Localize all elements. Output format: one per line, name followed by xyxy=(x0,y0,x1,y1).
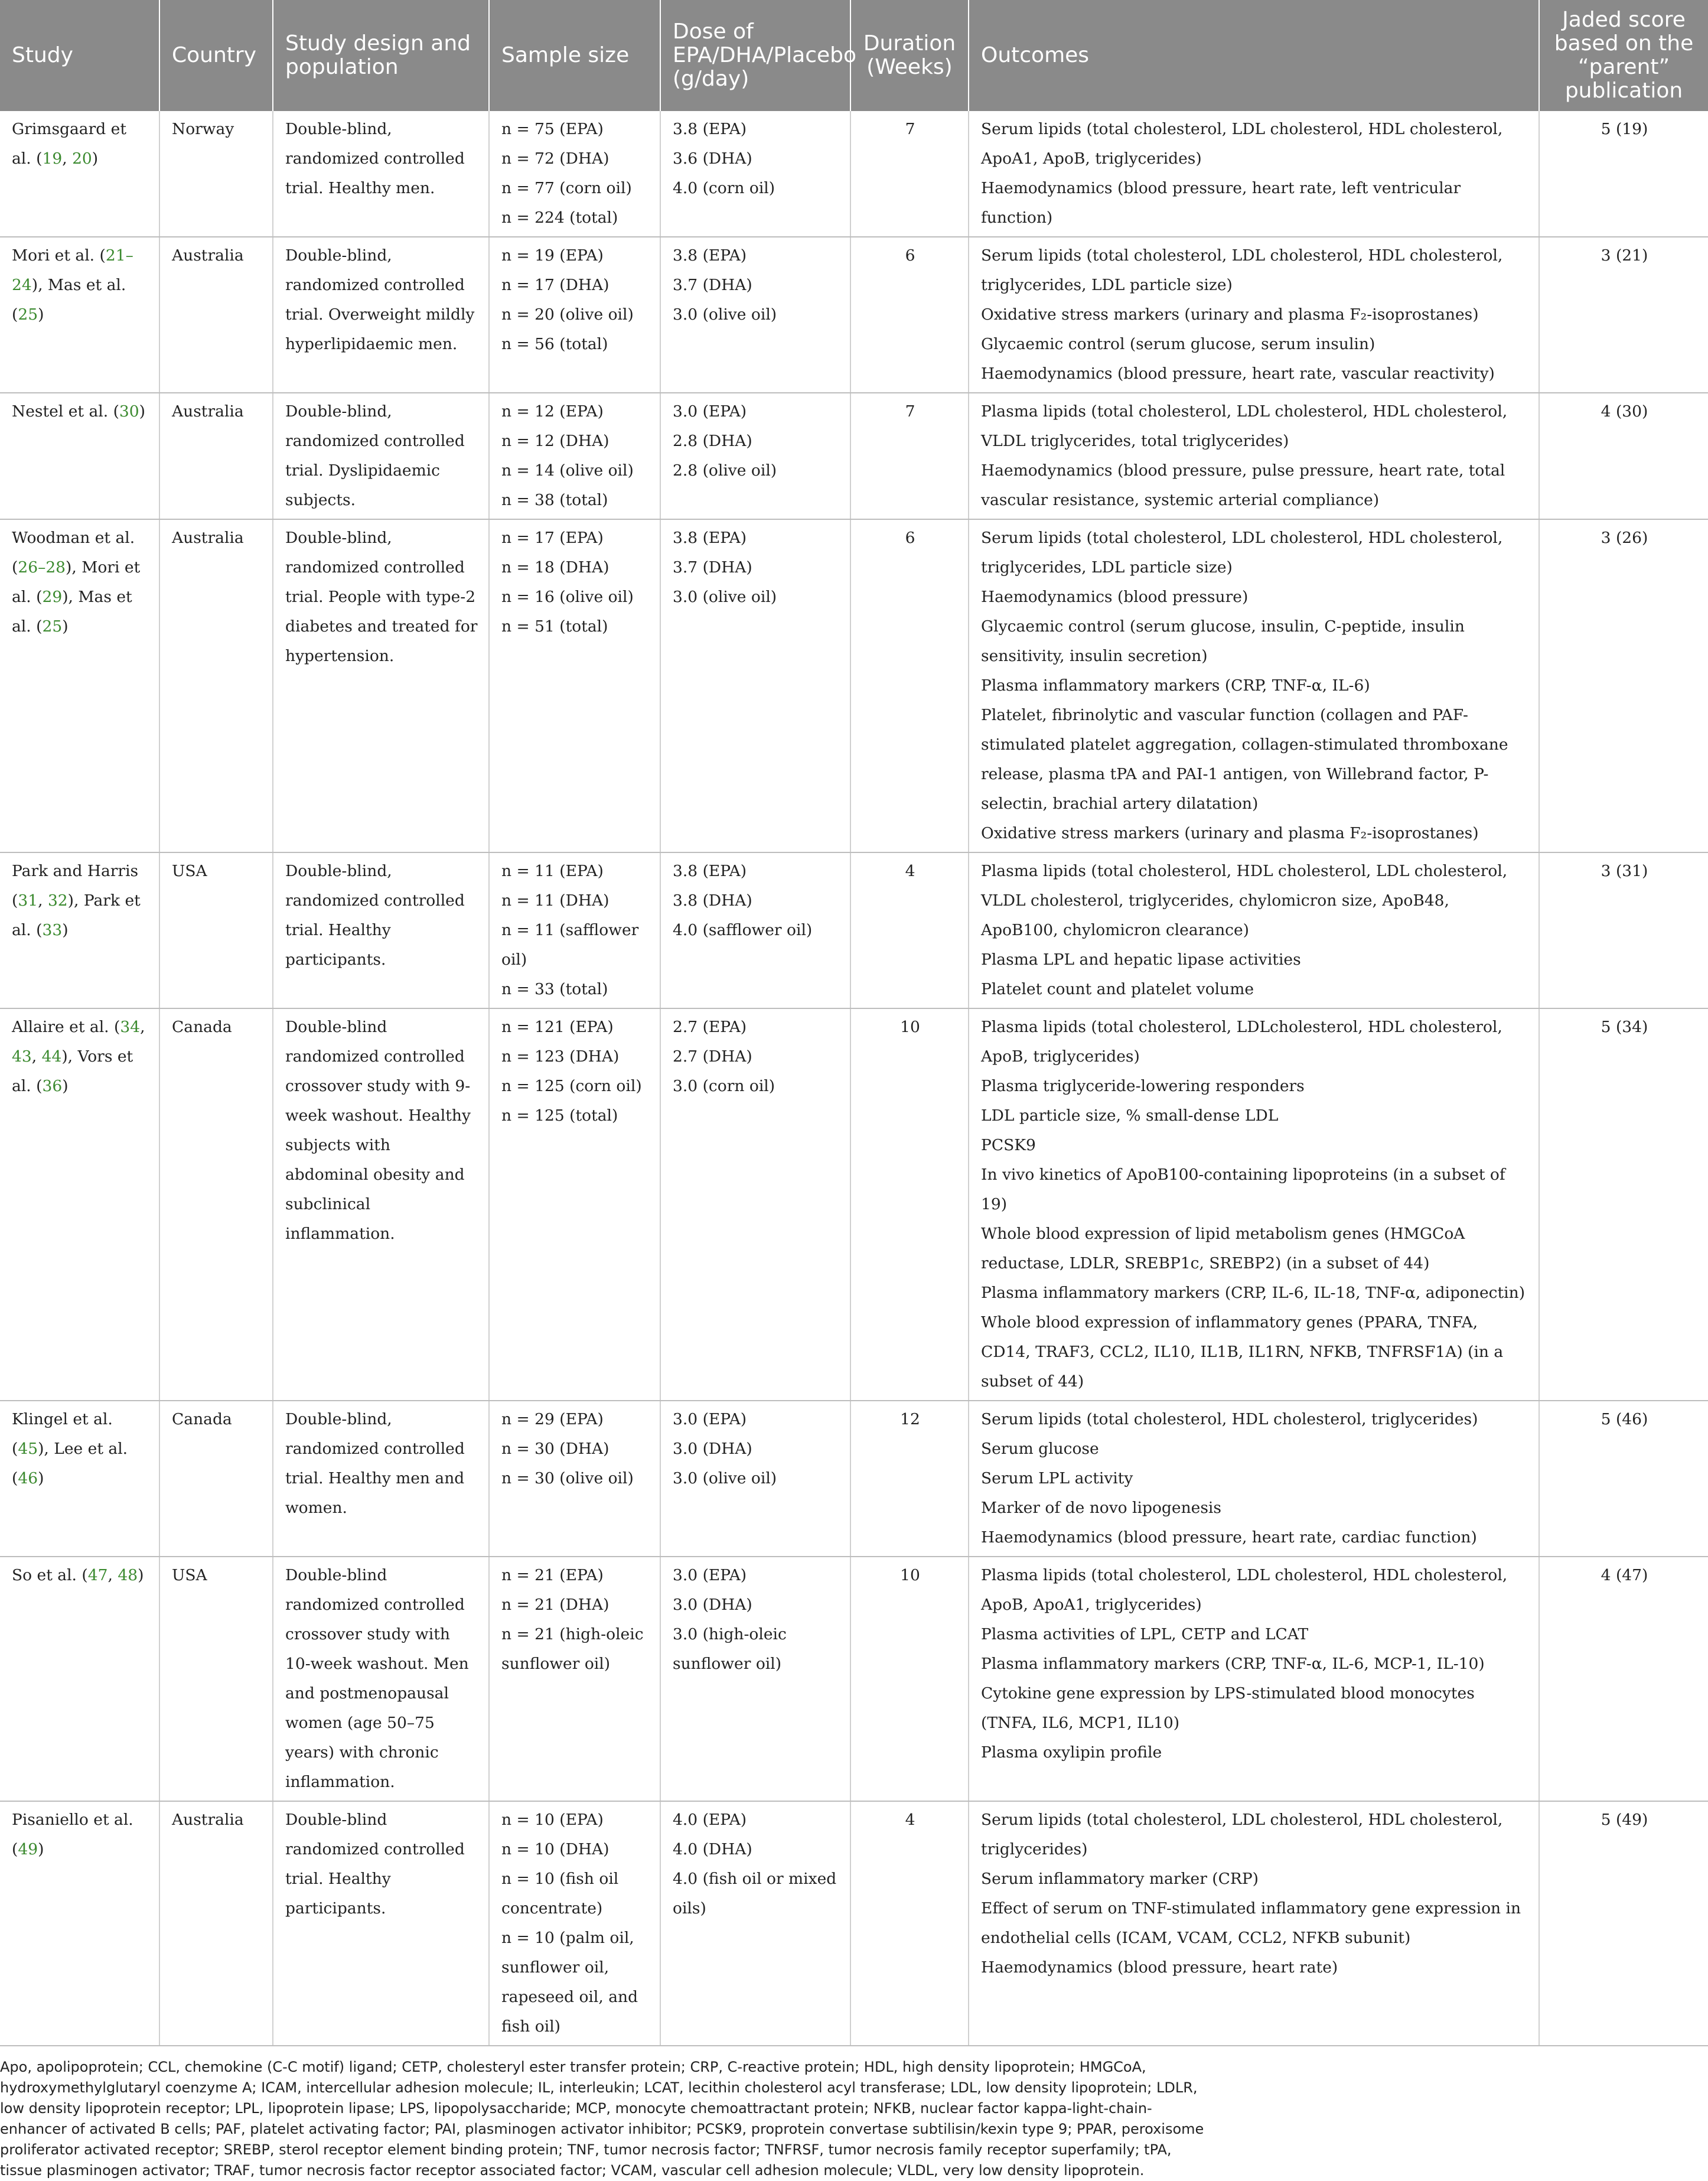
cell-sample-size xyxy=(489,111,660,237)
table-row xyxy=(0,519,1708,852)
outcome-line: Serum lipids (total cholesterol, LDL cholesterol, HDL cholesterol, triglycerides, LDL particle size) xyxy=(981,529,1503,577)
outcome-line: Plasma inflammatory markers (CRP, IL-6, IL-18, TNF-α, adiponectin) xyxy=(981,1284,1526,1302)
outcome-line: Plasma inflammatory markers (CRP, TNF-α, IL-6, MCP-1, IL-10) xyxy=(981,1655,1485,1673)
sample-size-line: n = 21 (high-oleic sunflower oil) xyxy=(501,1625,644,1673)
outcome-line: Plasma activities of LPL, CETP and LCAT xyxy=(981,1625,1309,1643)
reference-link[interactable]: 48 xyxy=(118,1566,138,1584)
study-text: ), Lee et al. ( xyxy=(12,1440,128,1487)
cell-jaded-score: 5 (34) xyxy=(1539,1008,1708,1401)
outcome-line: Haemodynamics (blood pressure, heart rate, left ventricular function) xyxy=(981,179,1461,227)
header-design: Study design and population xyxy=(273,0,489,111)
outcome-line: Serum lipids (total cholesterol, LDL cholesterol, HDL cholesterol, triglycerides) xyxy=(981,1811,1503,1858)
study-text: ), Mas et al. ( xyxy=(12,588,132,636)
outcome-line: Effect of serum on TNF-stimulated inflammatory gene expression in endothelial cells (ICAM, VCAM, CCL2, NFKB subunit) xyxy=(981,1899,1521,1947)
cell-sample-size xyxy=(489,393,660,519)
outcome-line: PCSK9 xyxy=(981,1136,1036,1154)
study-text: ) xyxy=(138,1566,144,1584)
dose-line: 3.8 (EPA) xyxy=(673,246,747,265)
cell-jaded-score: 5 (46) xyxy=(1539,1401,1708,1557)
table-body xyxy=(0,111,1708,2046)
reference-link[interactable]: 33 xyxy=(42,921,63,939)
cell-outcomes xyxy=(969,1557,1539,1801)
cell-sample-size xyxy=(489,852,660,1008)
cell-design: Double-blind randomized controlled trial. Healthy participants. xyxy=(273,1801,489,2046)
study-text: ), Park et al. ( xyxy=(12,891,141,939)
outcome-line: Haemodynamics (blood pressure, heart rate, vascular reactivity) xyxy=(981,364,1495,383)
study-text: ), Mas et al. ( xyxy=(12,276,126,324)
dose-line: 4.0 (fish oil or mixed oils) xyxy=(673,1870,837,1918)
outcome-line: Serum LPL activity xyxy=(981,1469,1133,1487)
table-footnote: Apo, apolipoprotein; CCL, chemokine (C-C motif) ligand; CETP, cholesteryl ester transfer protein; CRP, C-reactive protein; HDL, high density lipoprotein; HMGCoA, hydroxymethylglutaryl coenzyme A; ICAM, intercellular adhesion molecule; IL, interleukin; LCAT, lecithin cholesterol acyl transferase; LDL, low density lipoprotein; LDLR, low density lipoprotein receptor; LPL, lipoprotein lipase; LPS, lipopolysaccharide; MCP, monocyte chemoattractant protein; NFKB, nuclear factor kappa-light-chain-enhancer of activated B cells; PAF, platelet activating factor; PAI, plasminogen activator inhibitor; PCSK9, proprotein convertase subtilisin/kexin type 9; PPAR, peroxisome proliferator activated receptor; SREBP, sterol receptor element binding protein; TNF, tumor necrosis factor; TNFRSF, tumor necrosis family receptor superfamily; tPA, tissue plasminogen activator; TRAF, tumor necrosis factor receptor associated factor; VCAM, vascular cell adhesion molecule; VLDL, very low density lipoprotein. xyxy=(0,2059,1204,2179)
reference-link[interactable]: 19 xyxy=(42,149,63,168)
outcome-line: Plasma triglyceride-lowering responders xyxy=(981,1077,1305,1095)
dose-line: 3.7 (DHA) xyxy=(673,276,752,294)
dose-line: 3.0 (EPA) xyxy=(673,402,747,421)
cell-country: Australia xyxy=(159,519,273,852)
study-text: Pisaniello et al. ( xyxy=(12,1811,133,1858)
cell-sample-size xyxy=(489,1008,660,1401)
cell-duration: 4 xyxy=(850,852,969,1008)
cell-design: Double-blind, randomized controlled trial. Healthy men. xyxy=(273,111,489,237)
cell-jaded-score: 4 (30) xyxy=(1539,393,1708,519)
study-text: Nestel et al. ( xyxy=(12,402,119,421)
cell-duration: 12 xyxy=(850,1401,969,1557)
sample-size-line: n = 29 (EPA) xyxy=(501,1410,604,1428)
table-row xyxy=(0,1801,1708,2046)
study-text: Woodman et al. ( xyxy=(12,529,135,577)
study-text: Allaire et al. ( xyxy=(12,1018,120,1036)
outcome-line: Plasma inflammatory markers (CRP, TNF-α, IL-6) xyxy=(981,676,1370,695)
dose-line: 3.6 (DHA) xyxy=(673,149,752,168)
cell-design: Double-blind randomized controlled crossover study with 9-week washout. Healthy subjects with abdominal obesity and subclinical inflammation. xyxy=(273,1008,489,1401)
study-text: ) xyxy=(38,305,44,324)
header-jaded-score: Jaded score based on the “parent” publication xyxy=(1539,0,1708,111)
cell-design: Double-blind, randomized controlled trial. People with type-2 diabetes and treated for hypertension. xyxy=(273,519,489,852)
cell-jaded-score: 4 (47) xyxy=(1539,1557,1708,1801)
reference-link[interactable]: 34 xyxy=(120,1018,141,1036)
sample-size-line: n = 125 (corn oil) xyxy=(501,1077,642,1095)
reference-link[interactable]: 20 xyxy=(72,149,92,168)
cell-country: USA xyxy=(159,852,273,1008)
cell-duration: 10 xyxy=(850,1008,969,1401)
sample-size-line: n = 17 (DHA) xyxy=(501,276,609,294)
sample-size-line: n = 18 (DHA) xyxy=(501,558,609,577)
reference-link[interactable]: 47 xyxy=(87,1566,108,1584)
outcome-line: Serum inflammatory marker (CRP) xyxy=(981,1870,1259,1888)
table-row xyxy=(0,1557,1708,1801)
cell-outcomes xyxy=(969,111,1539,237)
dose-line: 2.7 (EPA) xyxy=(673,1018,747,1036)
study-text: ) xyxy=(139,402,145,421)
sample-size-line: n = 125 (total) xyxy=(501,1106,618,1125)
cell-outcomes xyxy=(969,1401,1539,1557)
dose-line: 3.0 (high-oleic sunflower oil) xyxy=(673,1625,787,1673)
outcome-line: Oxidative stress markers (urinary and plasma F₂-isoprostanes) xyxy=(981,305,1479,324)
reference-link[interactable]: 21–24 xyxy=(12,246,133,294)
dose-line: 4.0 (safflower oil) xyxy=(673,921,813,939)
sample-size-line: n = 121 (EPA) xyxy=(501,1018,614,1036)
cell-jaded-score: 5 (49) xyxy=(1539,1801,1708,2046)
cell-duration: 10 xyxy=(850,1557,969,1801)
cell-duration: 6 xyxy=(850,237,969,393)
study-text: ) xyxy=(92,149,99,168)
outcome-line: Plasma lipids (total cholesterol, LDL cholesterol, HDL cholesterol, ApoB, ApoA1, triglycerides) xyxy=(981,1566,1508,1614)
header-country: Country xyxy=(159,0,273,111)
dose-line: 4.0 (corn oil) xyxy=(673,179,775,197)
table-row xyxy=(0,111,1708,237)
cell-dose xyxy=(660,1401,850,1557)
reference-link[interactable]: 36 xyxy=(42,1077,63,1095)
cell-dose xyxy=(660,393,850,519)
sample-size-line: n = 56 (total) xyxy=(501,335,608,353)
cell-study xyxy=(0,1557,159,1801)
outcome-line: Plasma oxylipin profile xyxy=(981,1743,1162,1762)
study-text: ) xyxy=(38,1469,44,1487)
cell-dose xyxy=(660,1557,850,1801)
cell-jaded-score: 3 (31) xyxy=(1539,852,1708,1008)
outcome-line: Haemodynamics (blood pressure) xyxy=(981,588,1249,606)
sample-size-line: n = 10 (palm oil, sunflower oil, rapeseed oil, and fish oil) xyxy=(501,1929,638,2036)
cell-jaded-score: 3 (21) xyxy=(1539,237,1708,393)
sample-size-line: n = 75 (EPA) xyxy=(501,120,604,138)
cell-design: Double-blind, randomized controlled trial. Healthy men and women. xyxy=(273,1401,489,1557)
cell-outcomes xyxy=(969,237,1539,393)
sample-size-line: n = 11 (EPA) xyxy=(501,862,604,880)
study-text: Park and Harris ( xyxy=(12,862,139,910)
table-row xyxy=(0,237,1708,393)
cell-duration: 6 xyxy=(850,519,969,852)
reference-link[interactable]: 46 xyxy=(18,1469,38,1487)
sample-size-line: n = 30 (olive oil) xyxy=(501,1469,634,1487)
study-text: , xyxy=(140,1018,145,1036)
cell-dose xyxy=(660,1801,850,2046)
study-text: ) xyxy=(38,1840,44,1858)
dose-line: 3.8 (EPA) xyxy=(673,862,747,880)
outcome-line: Oxidative stress markers (urinary and plasma F₂-isoprostanes) xyxy=(981,824,1479,842)
sample-size-line: n = 12 (DHA) xyxy=(501,432,609,450)
reference-link[interactable]: 25 xyxy=(18,305,38,324)
dose-line: 4.0 (EPA) xyxy=(673,1811,747,1829)
study-text: So et al. ( xyxy=(12,1566,88,1584)
sample-size-line: n = 224 (total) xyxy=(501,209,618,227)
cell-country: Australia xyxy=(159,1801,273,2046)
cell-jaded-score: 5 (19) xyxy=(1539,111,1708,237)
reference-link[interactable]: 31 xyxy=(18,891,38,910)
reference-link[interactable]: 29 xyxy=(42,588,63,606)
sample-size-line: n = 10 (fish oil concentrate) xyxy=(501,1870,619,1918)
cell-duration: 7 xyxy=(850,393,969,519)
outcome-line: Platelet, fibrinolytic and vascular function (collagen and PAF-stimulated platelet aggregation, collagen-stimulated thromboxane release, plasma tPA and PAI-1 antigen, von Willebrand factor, P-selectin, brachial artery dilatation) xyxy=(981,706,1508,813)
sample-size-line: n = 51 (total) xyxy=(501,617,608,636)
outcome-line: Whole blood expression of lipid metabolism genes (HMGCoA reductase, LDLR, SREBP1c, SREBP2) (in a subset of 44) xyxy=(981,1225,1465,1272)
dose-line: 2.8 (olive oil) xyxy=(673,461,777,480)
cell-outcomes xyxy=(969,519,1539,852)
sample-size-line: n = 19 (EPA) xyxy=(501,246,604,265)
study-text: ) xyxy=(62,1077,69,1095)
study-text: Mori et al. ( xyxy=(12,246,106,265)
cell-country: Canada xyxy=(159,1008,273,1401)
study-text: , xyxy=(107,1566,118,1584)
outcome-line: Haemodynamics (blood pressure, heart rate, cardiac function) xyxy=(981,1528,1477,1547)
dose-line: 3.0 (EPA) xyxy=(673,1566,747,1584)
reference-link[interactable]: 49 xyxy=(18,1840,38,1858)
study-text: Klingel et al. ( xyxy=(12,1410,113,1458)
cell-outcomes xyxy=(969,852,1539,1008)
cell-duration: 7 xyxy=(850,111,969,237)
study-text: Grimsgaard et al. ( xyxy=(12,120,126,168)
cell-sample-size xyxy=(489,237,660,393)
header-duration: Duration (Weeks) xyxy=(850,0,969,111)
outcome-line: Cytokine gene expression by LPS-stimulated blood monocytes (TNFA, IL6, MCP1, IL10) xyxy=(981,1684,1475,1732)
outcome-line: Whole blood expression of inflammatory genes (PPARA, TNFA, CD14, TRAF3, CCL2, IL10, IL1B, IL1RN, NFKB, TNFRSF1A) (in a subset of 44) xyxy=(981,1313,1504,1391)
sample-size-line: n = 77 (corn oil) xyxy=(501,179,632,197)
sample-size-line: n = 72 (DHA) xyxy=(501,149,609,168)
dose-line: 3.0 (olive oil) xyxy=(673,305,777,324)
sample-size-line: n = 20 (olive oil) xyxy=(501,305,634,324)
sample-size-line: n = 12 (EPA) xyxy=(501,402,604,421)
cell-study xyxy=(0,519,159,852)
cell-design: Double-blind, randomized controlled trial. Dyslipidaemic subjects. xyxy=(273,393,489,519)
outcome-line: Serum glucose xyxy=(981,1440,1099,1458)
outcome-line: Plasma lipids (total cholesterol, LDLcholesterol, HDL cholesterol, ApoB, triglycerides) xyxy=(981,1018,1502,1066)
dose-line: 3.0 (olive oil) xyxy=(673,588,777,606)
cell-country: Norway xyxy=(159,111,273,237)
reference-link[interactable]: 30 xyxy=(119,402,139,421)
cell-sample-size xyxy=(489,1557,660,1801)
study-text: ) xyxy=(62,921,69,939)
cell-country: Canada xyxy=(159,1401,273,1557)
dose-line: 3.7 (DHA) xyxy=(673,558,752,577)
sample-size-line: n = 10 (EPA) xyxy=(501,1811,604,1829)
cell-study xyxy=(0,393,159,519)
sample-size-line: n = 30 (DHA) xyxy=(501,1440,609,1458)
table-header xyxy=(0,0,1708,111)
cell-country: Australia xyxy=(159,237,273,393)
outcome-line: Plasma LPL and hepatic lipase activities xyxy=(981,950,1301,969)
cell-sample-size xyxy=(489,1401,660,1557)
dose-line: 2.7 (DHA) xyxy=(673,1047,752,1066)
cell-duration: 4 xyxy=(850,1801,969,2046)
outcome-line: Platelet count and platelet volume xyxy=(981,980,1254,998)
sample-size-line: n = 14 (olive oil) xyxy=(501,461,634,480)
sample-size-line: n = 16 (olive oil) xyxy=(501,588,634,606)
cell-outcomes xyxy=(969,1801,1539,2046)
dose-line: 2.8 (DHA) xyxy=(673,432,752,450)
outcome-line: Serum lipids (total cholesterol, HDL cholesterol, triglycerides) xyxy=(981,1410,1478,1428)
cell-country: Australia xyxy=(159,393,273,519)
reference-link[interactable]: 44 xyxy=(41,1047,62,1066)
study-text: , xyxy=(62,149,73,168)
sample-size-line: n = 33 (total) xyxy=(501,980,608,998)
sample-size-line: n = 21 (DHA) xyxy=(501,1596,609,1614)
outcome-line: Haemodynamics (blood pressure, pulse pressure, heart rate, total vascular resistance, systemic arterial compliance) xyxy=(981,461,1505,509)
cell-study xyxy=(0,111,159,237)
cell-study xyxy=(0,237,159,393)
sample-size-line: n = 11 (safflower oil) xyxy=(501,921,639,969)
reference-link[interactable]: 25 xyxy=(42,617,63,636)
cell-dose xyxy=(660,519,850,852)
table-row xyxy=(0,852,1708,1008)
study-text: ), Vors et al. ( xyxy=(12,1047,133,1095)
study-text: , xyxy=(31,1047,42,1066)
cell-design: Double-blind, randomized controlled trial. Healthy participants. xyxy=(273,852,489,1008)
sample-size-line: n = 123 (DHA) xyxy=(501,1047,620,1066)
study-text: ), Mori et al. ( xyxy=(12,558,141,606)
cell-study xyxy=(0,1401,159,1557)
outcome-line: Marker of de novo lipogenesis xyxy=(981,1499,1221,1517)
table-row xyxy=(0,1008,1708,1401)
reference-link[interactable]: 45 xyxy=(18,1440,38,1458)
dose-line: 3.8 (DHA) xyxy=(673,891,752,910)
outcome-line: Serum lipids (total cholesterol, LDL cholesterol, HDL cholesterol, ApoA1, ApoB, triglycerides) xyxy=(981,120,1503,168)
reference-link[interactable]: 43 xyxy=(12,1047,32,1066)
dose-line: 3.8 (EPA) xyxy=(673,120,747,138)
outcome-line: Plasma lipids (total cholesterol, HDL cholesterol, LDL cholesterol, VLDL cholesterol, triglycerides, chylomicron size, ApoB48, ApoB100, chylomicron clearance) xyxy=(981,862,1508,939)
cell-country: USA xyxy=(159,1557,273,1801)
outcome-line: Haemodynamics (blood pressure, heart rate) xyxy=(981,1958,1338,1977)
study-text: , xyxy=(38,891,48,910)
cell-dose xyxy=(660,237,850,393)
dose-line: 3.8 (EPA) xyxy=(673,529,747,547)
outcome-line: Plasma lipids (total cholesterol, LDL cholesterol, HDL cholesterol, VLDL triglycerides, total triglycerides) xyxy=(981,402,1508,450)
cell-study xyxy=(0,1801,159,2046)
reference-link[interactable]: 26–28 xyxy=(18,558,66,577)
outcome-line: Serum lipids (total cholesterol, LDL cholesterol, HDL cholesterol, triglycerides, LDL particle size) xyxy=(981,246,1503,294)
cell-outcomes xyxy=(969,393,1539,519)
sample-size-line: n = 11 (DHA) xyxy=(501,891,609,910)
sample-size-line: n = 21 (EPA) xyxy=(501,1566,604,1584)
cell-jaded-score: 3 (26) xyxy=(1539,519,1708,852)
dose-line: 3.0 (olive oil) xyxy=(673,1469,777,1487)
cell-design: Double-blind randomized controlled crossover study with 10-week washout. Men and postmenopausal women (age 50–75 years) with chronic inflammation. xyxy=(273,1557,489,1801)
cell-sample-size xyxy=(489,519,660,852)
dose-line: 3.0 (DHA) xyxy=(673,1596,752,1614)
header-sample-size: Sample size xyxy=(489,0,660,111)
dose-line: 4.0 (DHA) xyxy=(673,1840,752,1858)
cell-sample-size xyxy=(489,1801,660,2046)
outcome-line: Glycaemic control (serum glucose, insulin, C-peptide, insulin sensitivity, insulin secretion) xyxy=(981,617,1465,665)
reference-link[interactable]: 32 xyxy=(47,891,68,910)
dose-line: 3.0 (EPA) xyxy=(673,1410,747,1428)
outcome-line: In vivo kinetics of ApoB100-containing lipoproteins (in a subset of 19) xyxy=(981,1166,1505,1213)
cell-dose xyxy=(660,852,850,1008)
study-text: ) xyxy=(62,617,69,636)
outcome-line: LDL particle size, % small-dense LDL xyxy=(981,1106,1279,1125)
sample-size-line: n = 38 (total) xyxy=(501,491,608,509)
sample-size-line: n = 10 (DHA) xyxy=(501,1840,609,1858)
cell-study xyxy=(0,1008,159,1401)
cell-study xyxy=(0,852,159,1008)
sample-size-line: n = 17 (EPA) xyxy=(501,529,604,547)
dose-line: 3.0 (corn oil) xyxy=(673,1077,775,1095)
cell-outcomes xyxy=(969,1008,1539,1401)
table-row xyxy=(0,1401,1708,1557)
cell-dose xyxy=(660,111,850,237)
header-study: Study xyxy=(0,0,159,111)
cell-design: Double-blind, randomized controlled trial. Overweight mildly hyperlipidaemic men. xyxy=(273,237,489,393)
outcome-line: Glycaemic control (serum glucose, serum insulin) xyxy=(981,335,1375,353)
cell-dose xyxy=(660,1008,850,1401)
table-row xyxy=(0,393,1708,519)
header-outcomes: Outcomes xyxy=(969,0,1539,111)
dose-line: 3.0 (DHA) xyxy=(673,1440,752,1458)
header-dose: Dose of EPA/DHA/Placebo (g/day) xyxy=(660,0,850,111)
